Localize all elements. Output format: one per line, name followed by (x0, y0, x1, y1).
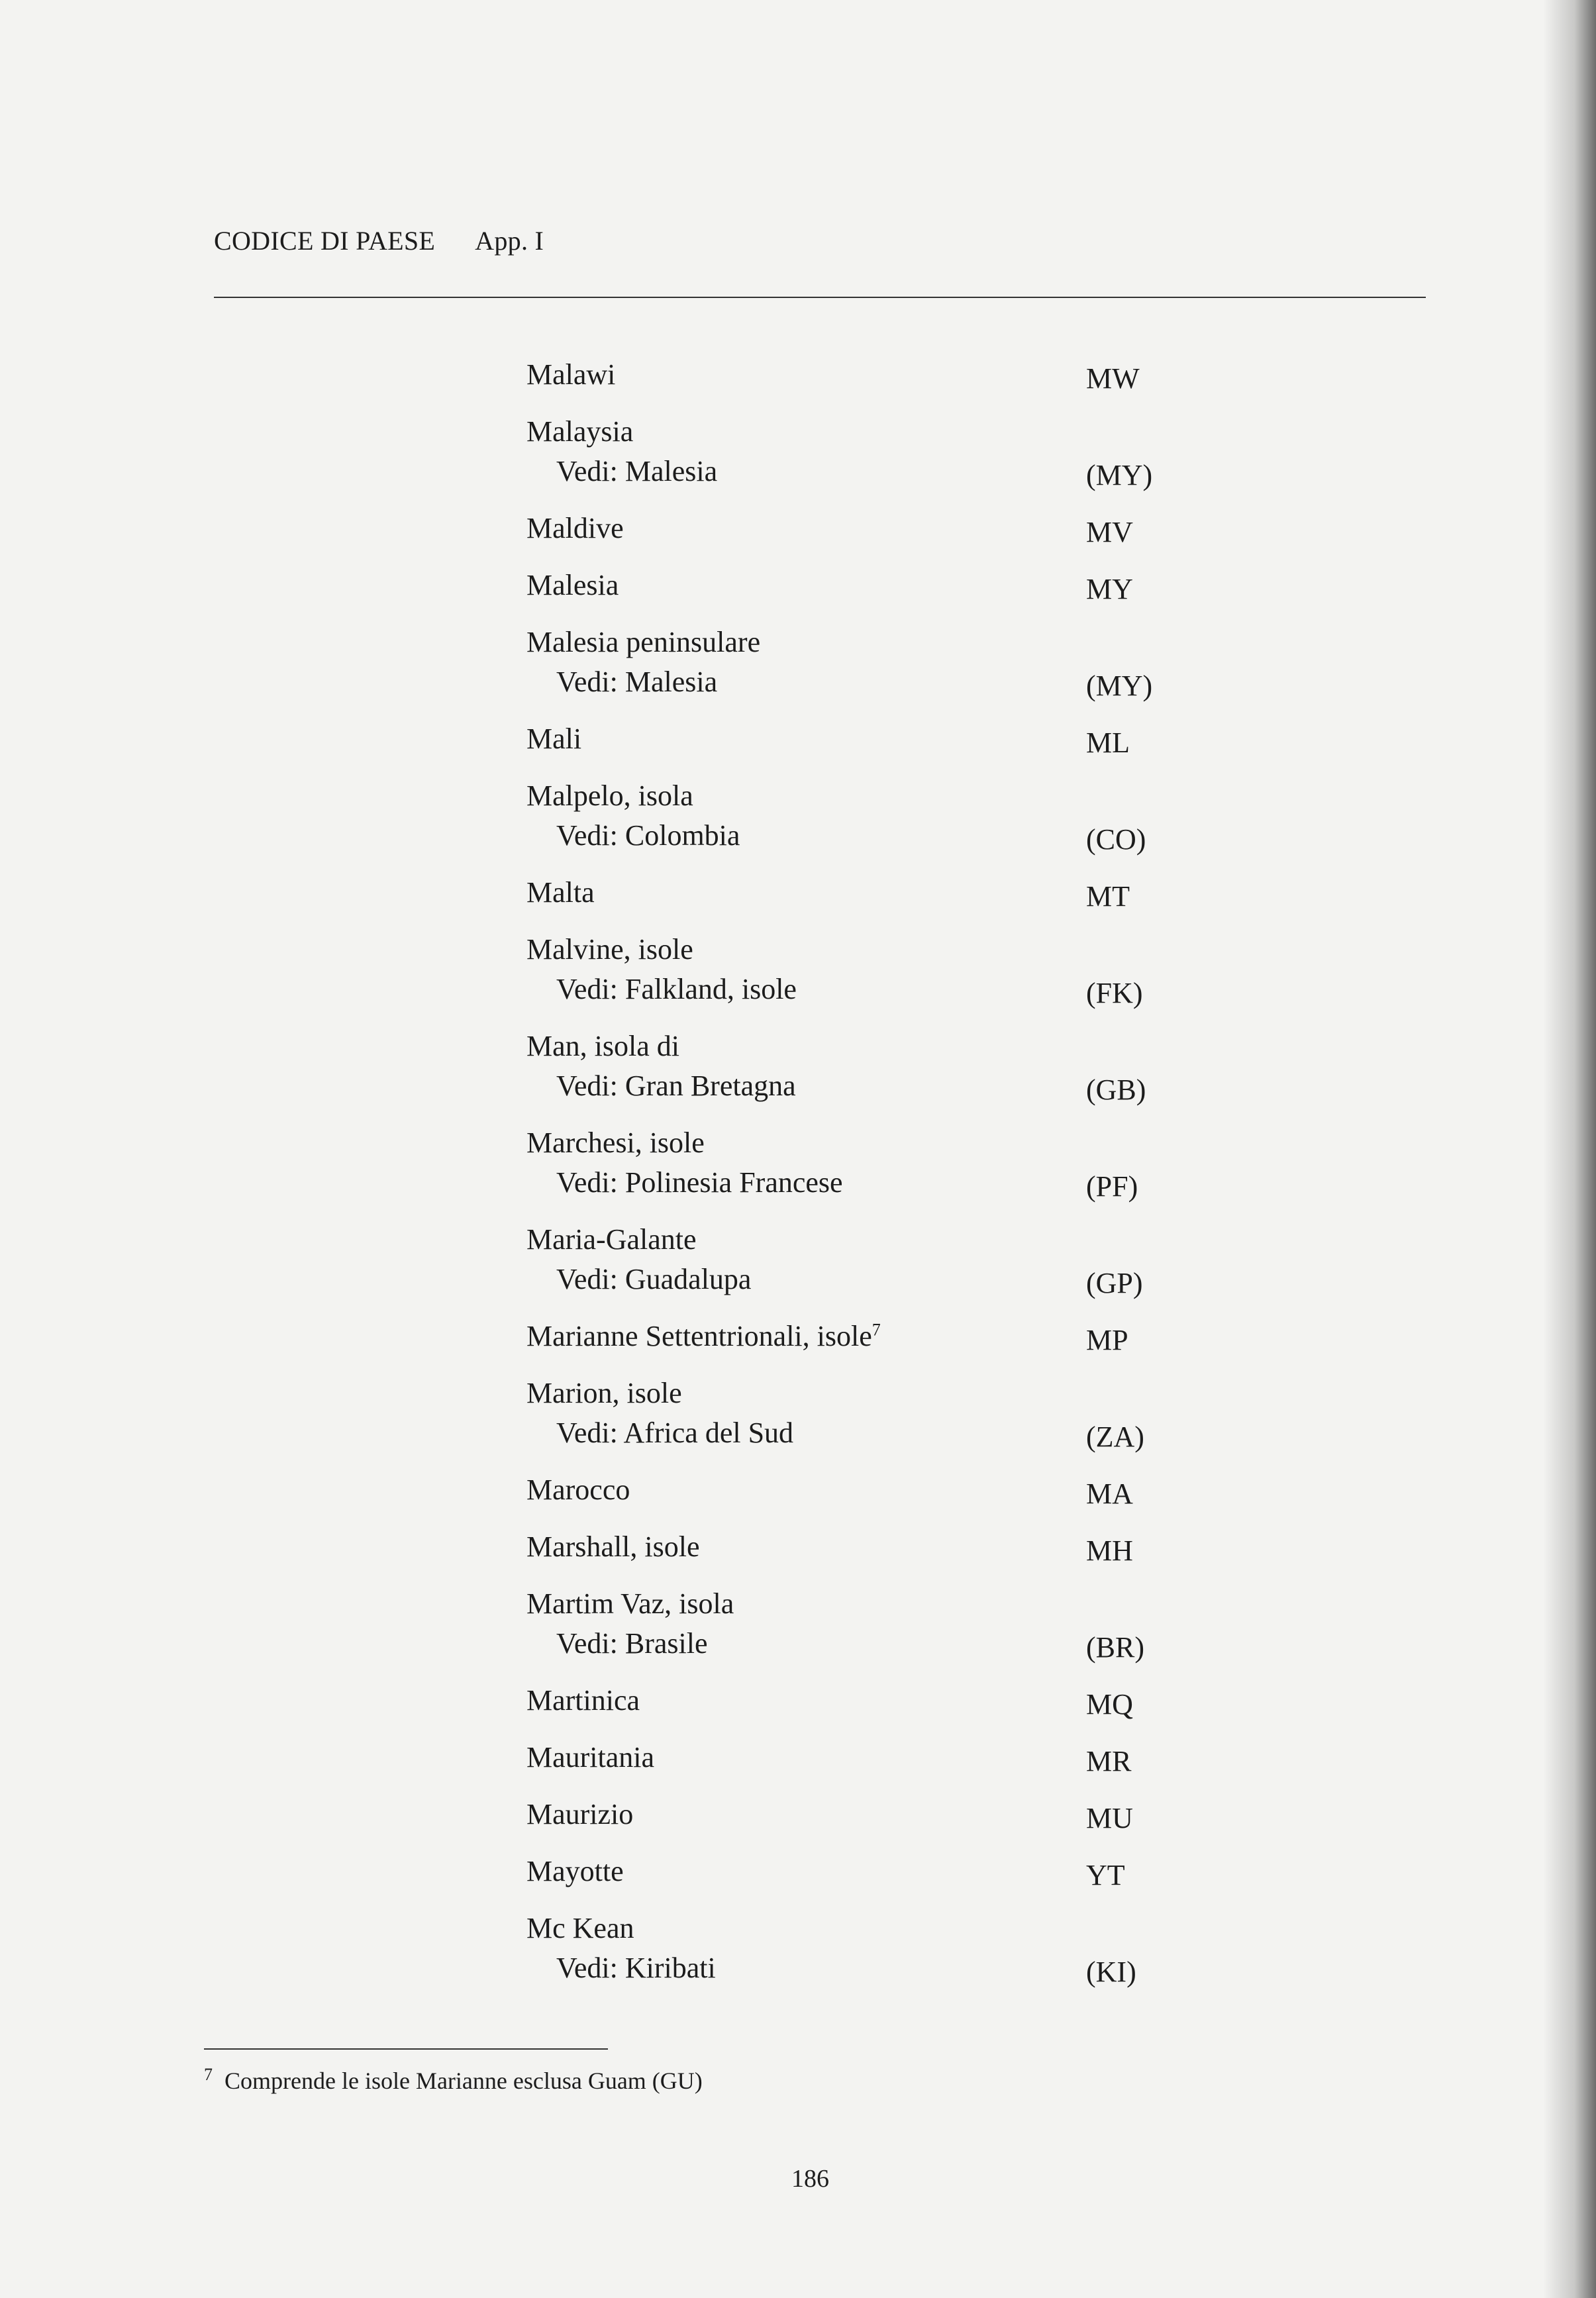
country-code: (GP) (1086, 1267, 1143, 1299)
country-name: Marchesi, isole (526, 1126, 705, 1159)
header-section: App. I (475, 226, 544, 256)
country-code: MH (1086, 1534, 1133, 1567)
list-item (0, 1219, 1596, 1300)
country-code-list (0, 354, 1596, 2005)
country-name: Malta (526, 876, 595, 909)
country-code: (KI) (1086, 1956, 1136, 1988)
header-title: CODICE DI PAESE (214, 226, 436, 256)
country-code: (MY) (1086, 670, 1153, 702)
country-name: Man, isola di (526, 1030, 679, 1062)
country-code: (ZA) (1086, 1421, 1144, 1453)
list-item (0, 411, 1596, 492)
list-item (0, 622, 1596, 703)
country-code: MP (1086, 1324, 1128, 1356)
country-code: MR (1086, 1745, 1132, 1777)
list-item (0, 1026, 1596, 1107)
list-item (0, 1737, 1596, 1778)
list-item (0, 1123, 1596, 1203)
country-name: Martim Vaz, isola (526, 1587, 734, 1620)
see-reference: Vedi: Africa del Sud (556, 1417, 794, 1449)
see-reference: Vedi: Malesia (556, 666, 718, 698)
country-code: (FK) (1086, 977, 1143, 1009)
footnote-text: Comprende le isole Marianne esclusa Guam (GU) (224, 2068, 703, 2094)
country-code: MQ (1086, 1688, 1133, 1721)
country-name: Malawi (526, 358, 616, 391)
country-code: (BR) (1086, 1631, 1144, 1664)
footnote (204, 2065, 703, 2095)
country-code: YT (1086, 1859, 1125, 1891)
country-name: Maurizio (526, 1798, 634, 1830)
country-code: (MY) (1086, 459, 1153, 491)
country-name: Mali (526, 723, 582, 755)
country-name: Malvine, isole (526, 933, 693, 966)
list-item (0, 1316, 1596, 1357)
see-reference: Vedi: Brasile (556, 1627, 708, 1660)
country-name: Mayotte (526, 1855, 624, 1887)
country-code: MT (1086, 880, 1130, 913)
country-name-wrap (526, 1316, 881, 1357)
page-number: 186 (791, 2165, 829, 2193)
see-reference: Vedi: Guadalupa (556, 1263, 752, 1295)
see-reference: Vedi: Falkland, isole (556, 973, 797, 1005)
country-name: Martinica (526, 1684, 640, 1717)
country-name: Malesia peninsulare (526, 626, 761, 658)
list-item (0, 1526, 1596, 1568)
list-item (0, 719, 1596, 760)
list-item (0, 1680, 1596, 1721)
footnote-reference: 7 (872, 1320, 881, 1340)
country-name: Malpelo, isola (526, 779, 693, 812)
country-name: Malesia (526, 569, 619, 601)
country-name: Maria-Galante (526, 1223, 697, 1256)
running-header (214, 225, 544, 256)
list-item (0, 872, 1596, 913)
country-code: ML (1086, 726, 1130, 759)
see-reference: Vedi: Colombia (556, 819, 740, 852)
list-item (0, 1908, 1596, 1989)
see-reference: Vedi: Polinesia Francese (556, 1166, 843, 1199)
country-code: MW (1086, 362, 1140, 395)
country-name: Marshall, isole (526, 1530, 700, 1563)
footnote-mark: 7 (204, 2065, 213, 2084)
country-code: MA (1086, 1477, 1133, 1510)
country-name: Malaysia (526, 415, 634, 448)
country-code: MV (1086, 516, 1133, 548)
country-code: MU (1086, 1802, 1133, 1834)
see-reference: Vedi: Kiribati (556, 1952, 716, 1984)
country-code: MY (1086, 573, 1133, 605)
country-name: Maldive (526, 512, 624, 544)
country-name: Marion, isole (526, 1377, 682, 1409)
country-name: Mauritania (526, 1741, 655, 1773)
country-name: Mc Kean (526, 1912, 634, 1944)
header-rule (214, 297, 1426, 298)
footnote-rule (204, 2048, 608, 2050)
see-reference: Vedi: Malesia (556, 455, 718, 487)
list-item (0, 929, 1596, 1010)
list-item (0, 508, 1596, 549)
list-item (0, 1470, 1596, 1511)
country-code: (GB) (1086, 1074, 1146, 1106)
list-item (0, 775, 1596, 856)
see-reference: Vedi: Gran Bretagna (556, 1070, 796, 1102)
list-item (0, 1373, 1596, 1454)
list-item (0, 1794, 1596, 1835)
country-code: (PF) (1086, 1170, 1138, 1203)
list-item (0, 565, 1596, 606)
list-item (0, 1583, 1596, 1664)
list-item (0, 354, 1596, 395)
country-name: Marianne Settentrionali, isole (526, 1320, 872, 1352)
list-item (0, 1851, 1596, 1892)
country-code: (CO) (1086, 823, 1146, 856)
country-name: Marocco (526, 1474, 630, 1506)
